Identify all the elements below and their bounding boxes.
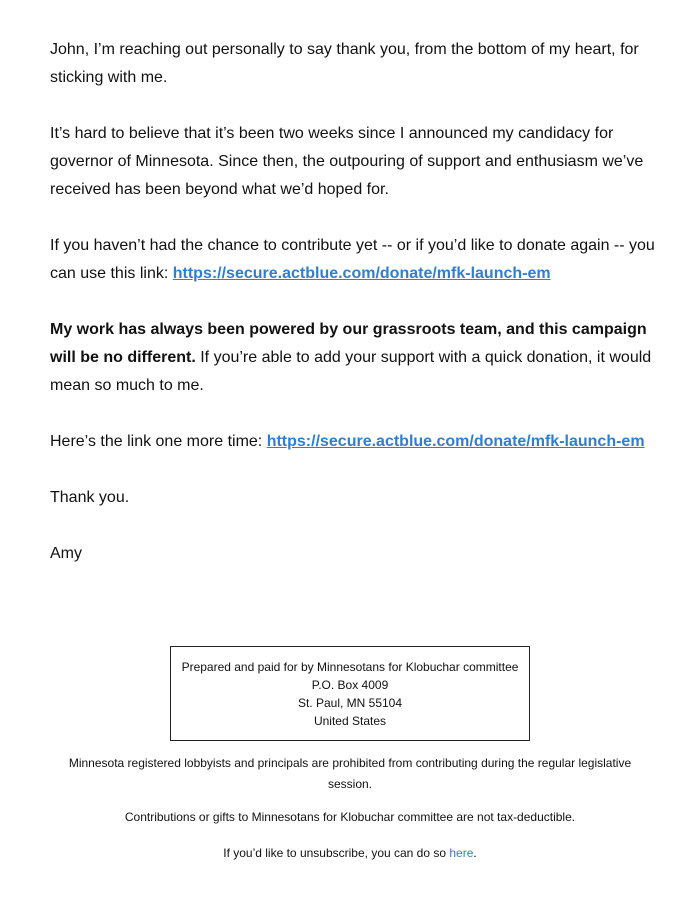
donate-link-1[interactable]: https://secure.actblue.com/donate/mfk-launch-em xyxy=(172,265,551,282)
donate-link-2[interactable]: https://secure.actblue.com/donate/mfk-launch-em xyxy=(266,433,645,450)
city-line: St. Paul, MN 55104 xyxy=(297,696,403,710)
disclaimer-box xyxy=(170,646,530,741)
link-reminder-text: Here’s the link one more time: xyxy=(50,433,267,450)
unsubscribe-link[interactable]: here xyxy=(449,846,474,860)
disclaimer-line: Prepared and paid for by Minnesotans for Klobuchar committee xyxy=(181,660,519,674)
grassroots-paragraph xyxy=(50,316,660,400)
unsubscribe-period: . xyxy=(473,846,477,860)
email-body xyxy=(50,36,660,596)
greeting-paragraph: John, I’m reaching out personally to say thank you, from the bottom of my heart, for sticking with me. xyxy=(50,41,639,86)
grassroots-bold-text: My work has always been powered by our grassroots team, and this campaign will be no different. xyxy=(50,321,647,366)
unsubscribe-notice xyxy=(50,843,650,864)
lobbyist-notice: Minnesota registered lobbyists and principals are prohibited from contributing during the regular legislative session. xyxy=(68,756,632,791)
contribute-paragraph xyxy=(50,232,660,288)
country-line: United States xyxy=(313,714,387,728)
tax-notice: Contributions or gifts to Minnesotans for Klobuchar committee are not tax-deductible. xyxy=(124,810,576,824)
thank-you-paragraph: Thank you. xyxy=(50,489,130,506)
po-box-line: P.O. Box 4009 xyxy=(311,678,389,692)
grassroots-text: If you’re able to add your support with a quick donation, it would mean so much to me. xyxy=(50,349,652,394)
signature: Amy xyxy=(50,545,82,562)
link-reminder-paragraph xyxy=(50,428,660,456)
contribute-text: If you haven’t had the chance to contribute yet -- or if you’d like to donate again -- you can use this link: xyxy=(50,237,655,282)
email-footer xyxy=(0,646,700,864)
announcement-paragraph: It’s hard to believe that it’s been two weeks since I announced my candidacy for governor of Minnesota. Since then, the outpouring of support and enthusiasm we’ve received has been beyond what we’d hoped for. xyxy=(50,125,644,198)
unsubscribe-text: If you’d like to unsubscribe, you can do so xyxy=(223,846,450,860)
